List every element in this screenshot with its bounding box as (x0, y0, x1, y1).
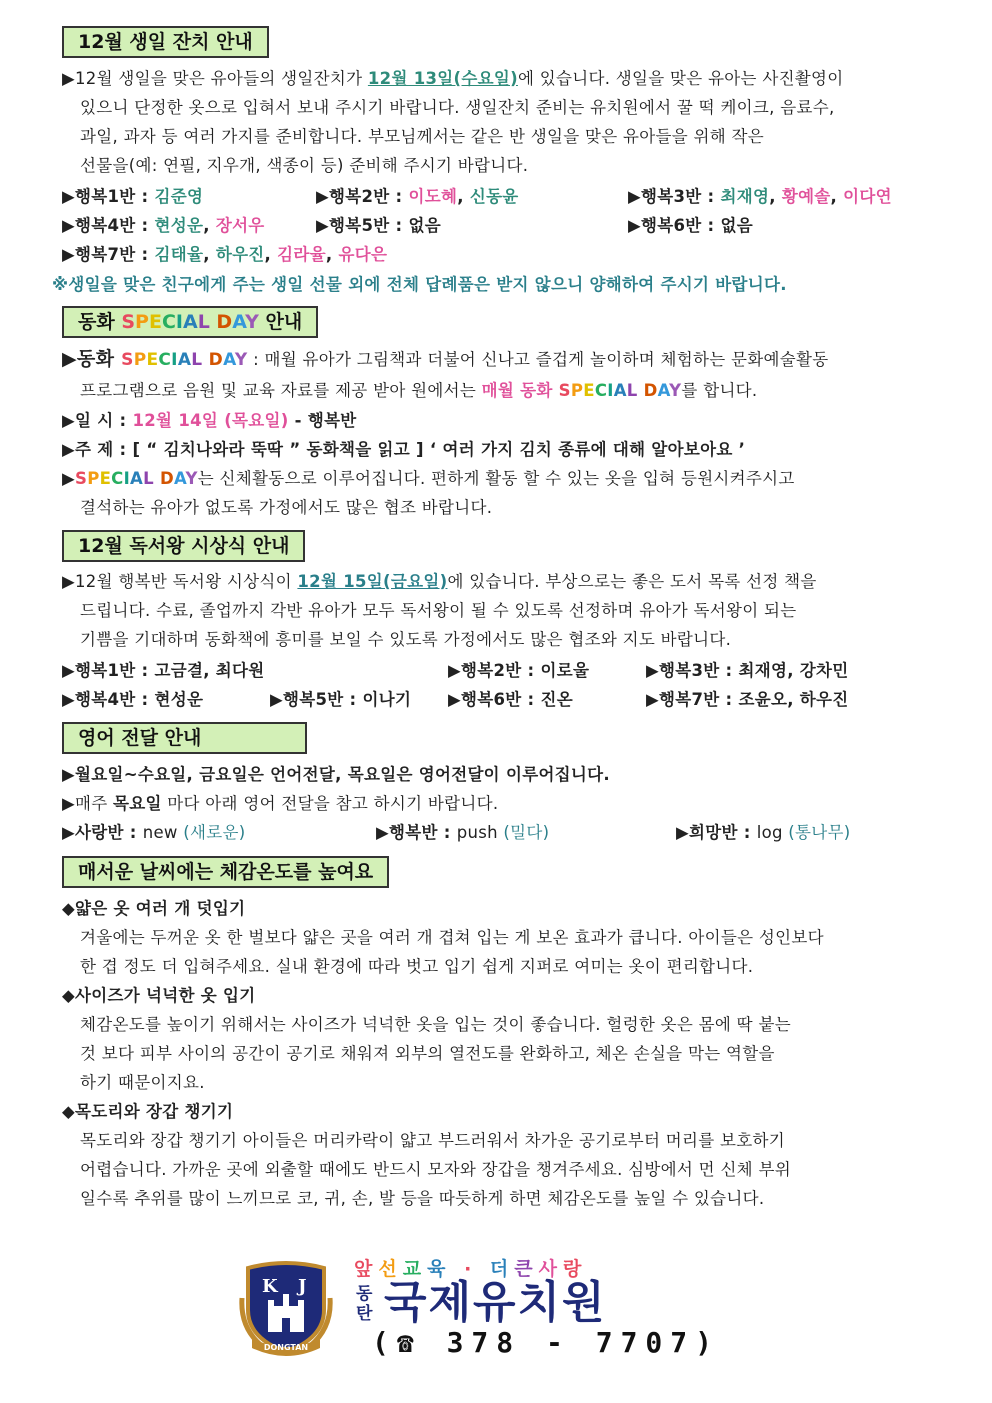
title-text: 안내 (258, 311, 303, 333)
reading-winner: ▶행복5반 : 이나기 (270, 690, 412, 709)
weather-tip-head: ◆얇은 옷 여러 개 덧입기 (62, 899, 246, 918)
birthday-text: 에 있습니다. 생일을 맞은 유아는 사진촬영이 (517, 69, 844, 88)
special-day-letter: L (143, 469, 154, 488)
logo-letters: K (262, 1276, 278, 1297)
child-name: 하우진 (215, 245, 265, 264)
slogan-letter: 앞 (354, 1258, 379, 1280)
english-text: 마다 아래 영어 전달을 참고 하시기 바랍니다. (161, 794, 499, 813)
birthday-class-2: ▶행복2반 : 이도혜, 신동윤 (316, 187, 519, 206)
child-name: 유다은 (338, 245, 388, 264)
footer (0, 1250, 992, 1370)
special-day-letter: P (135, 311, 149, 333)
class-label: ▶행복6반 : (628, 216, 721, 235)
slogan-letter: 랑 (562, 1258, 588, 1280)
english-day: 목요일 (113, 794, 162, 813)
special-day-letter: D (208, 350, 224, 370)
weather-section-header (62, 856, 389, 888)
reading-paragraph-line: 기쁨을 기대하며 동화책에 흥미를 보일 수 있도록 가정에서도 많은 협조와 지도 바랍니다. (80, 630, 732, 649)
bullet-text: ▶ (62, 469, 75, 488)
child-name: 김준영 (154, 187, 204, 206)
english-word-item (376, 818, 549, 847)
special-text: 는 신체활동으로 이루어집니다. 편하게 활동 할 수 있는 옷을 입혀 등원시켜주시고 (197, 469, 795, 488)
english-word: new (142, 823, 178, 842)
child-name: 장서우 (215, 216, 265, 235)
special-day-letter: Y (245, 311, 259, 333)
weather-tip-line: 겨울에는 두꺼운 옷 한 벌보다 얇은 곳을 여러 개 겹쳐 입는 게 보온 효과가 큽니다. 아이들은 성인보다 (80, 928, 824, 947)
special-day-letter: I (607, 381, 614, 400)
slogan-letter: 사 (538, 1258, 563, 1280)
child-name: 신동윤 (469, 187, 519, 206)
birthday-text: ▶12월 생일을 맞은 유아들의 생일잔치가 (62, 69, 368, 88)
special-day-letter: P (133, 350, 147, 370)
topic-label: ▶주 제 : (62, 440, 133, 459)
special-day-letter: A (613, 381, 627, 400)
child-name: 없음 (408, 216, 441, 235)
english-text: ▶매주 (62, 794, 114, 813)
special-day-word (559, 381, 682, 400)
topic-value: [ “ 김치나와라 뚝딱 ” 동화책을 읽고 ] ‘ 여러 가지 김치 종류에 대해 알아보아요 ’ (132, 440, 746, 459)
child-name: 김태율 (154, 245, 204, 264)
reading-paragraph-line (62, 567, 817, 596)
birthday-class-5 (316, 211, 441, 240)
child-name: 이다연 (843, 187, 892, 206)
special-day-letter: D (160, 469, 174, 488)
special-day-letter: E (583, 381, 595, 400)
slogan-letter: 더 (489, 1258, 515, 1280)
reading-winner: ▶행복1반 : 고금결, 최다원 (62, 661, 265, 680)
special-day-letter: S (121, 350, 134, 370)
phone-number: (☎ 378 - 7707) (372, 1326, 721, 1359)
special-day-letter: A (657, 381, 670, 400)
birthday-class-7: ▶행복7반 : 김태율, 하우진, 김라율, 유다은 (62, 245, 388, 264)
class-label: ▶행복5반 : (316, 216, 409, 235)
child-name: 없음 (720, 216, 753, 235)
special-section-header (62, 306, 318, 338)
special-day-letter: Y (669, 381, 682, 400)
special-day-letter: L (626, 381, 638, 400)
special-day-letter: A (232, 311, 246, 333)
special-day-word (121, 350, 247, 370)
special-day-letter: C (594, 381, 608, 400)
birthday-paragraph-line: 선물을(예: 연필, 지우개, 색종이 등) 준비해 주시기 바랍니다. (80, 156, 529, 175)
word-meaning: (통나무) (782, 823, 851, 842)
birthday-class-4: ▶행복4반 : 현성운, 장서우 (62, 216, 265, 235)
title-text: 동화 (78, 311, 122, 333)
bullet-text: ▶ (62, 348, 77, 370)
english-word: push (456, 823, 498, 842)
english-word: log (756, 823, 783, 842)
slogan-letter: 선 (378, 1258, 403, 1280)
special-day-letter: S (558, 381, 571, 400)
child-name: 현성운 (154, 216, 204, 235)
weather-tip-line: 일수록 추위를 많이 느끼므로 코, 귀, 손, 발 등을 따듯하게 하면 체감온도를 높일 수 있습니다. (80, 1189, 765, 1208)
word-meaning: (밀다) (497, 823, 550, 842)
birthday-class-3: ▶행복3반 : 최재영, 황예솔, 이다연 (628, 187, 892, 206)
special-day-letter: A (182, 311, 198, 333)
child-name: 황예솔 (781, 187, 831, 206)
special-date-line (62, 406, 357, 435)
special-day-letter: E (146, 350, 159, 370)
birthday-note: ※생일을 맞은 친구에게 주는 생일 선물 외에 전체 답례품은 받지 않으니 양해하여 주시기 바랍니다. (52, 275, 787, 294)
reading-winner: ▶행복3반 : 최재영, 강차민 (646, 661, 849, 680)
special-text: 를 합니다. (681, 381, 758, 400)
reading-paragraph-line: 드립니다. 수료, 졸업까지 각반 유아가 모두 독서왕이 될 수 있도록 선정하며 유아가 독서왕이 되는 (80, 601, 797, 620)
special-day-letter: A (177, 350, 192, 370)
special-day-letter: D (643, 381, 658, 400)
english-section-title: 영어 전달 안내 (62, 722, 307, 754)
special-day-letter: C (111, 469, 124, 488)
child-name: 김라율 (277, 245, 326, 264)
class-label: ▶행복2반 : (316, 187, 409, 206)
special-section-title (62, 306, 318, 338)
slogan-letter: 큰 (514, 1258, 539, 1280)
weather-tip-line: 것 보다 피부 사이의 공간이 공기로 채워져 외부의 열전도를 완화하고, 체온 손실을 막는 역할을 (80, 1044, 775, 1063)
weather-tip-line: 어렵습니다. 가까운 곳에 외출할 때에도 반드시 모자와 장갑을 챙겨주세요. 심방에서 먼 신체 부위 (80, 1160, 791, 1179)
class-label: ▶행복3반 : (628, 187, 721, 206)
class-label: ▶행복4반 : (62, 216, 155, 235)
special-day-letter: P (570, 381, 584, 400)
special-day-letter: C (158, 350, 172, 370)
date-value: 12월 14일 (목요일) (132, 411, 289, 430)
reading-section-title: 12월 독서왕 시상식 안내 (62, 530, 305, 562)
slogan-letter: · (464, 1258, 478, 1280)
reading-winner: ▶행복6반 : 진온 (448, 690, 573, 709)
special-day-letter: I (123, 469, 131, 488)
reading-winner: ▶행복4반 : 현성운 (62, 690, 204, 709)
english-section-header (62, 722, 307, 754)
special-paragraph-line: 결석하는 유아가 없도록 가정에서도 많은 협조 바랍니다. (80, 498, 493, 517)
special-text: 프로그램으로 음원 및 교육 자료를 제공 받아 원에서는 (80, 381, 482, 400)
weather-tip-line: 하기 때문이지요. (80, 1073, 205, 1092)
special-day-letter: Y (185, 469, 198, 488)
birthday-paragraph-line: 과일, 과자 등 여러 가지를 준비합니다. 부모님께서는 같은 반 생일을 맞은 유아들을 위해 작은 (80, 127, 765, 146)
logo-ribbon-text: DONGTAN (263, 1343, 309, 1352)
weather-tip-head: ◆사이즈가 넉넉한 옷 입기 (62, 986, 256, 1005)
special-paragraph-line (62, 345, 829, 375)
english-paragraph-line: ▶월요일~수요일, 금요일은 언어전달, 목요일은 영어전달이 이루어집니다. (62, 765, 610, 784)
class-label: ▶희망반 : (676, 823, 757, 842)
weather-tip-line: 목도리와 장갑 챙기기 아이들은 머리카락이 얇고 부드러워서 차가운 공기로부터 머리를 보호하기 (80, 1131, 786, 1150)
date-tail: - 행복반 (288, 411, 357, 430)
birthday-section-header (62, 26, 269, 58)
special-paragraph-line (62, 464, 795, 493)
slogan-letter: 교 (402, 1258, 428, 1280)
special-day-letter: S (75, 469, 88, 488)
child-name: 최재영 (720, 187, 770, 206)
location-prefix: 동탄 (356, 1284, 373, 1324)
english-word-item (62, 818, 245, 847)
word-meaning: (새로운) (177, 823, 246, 842)
special-day-letter: P (87, 469, 100, 488)
reading-date: 12월 15일(금요일) (297, 572, 448, 591)
logo-letters: J (298, 1276, 307, 1297)
birthday-class-1 (62, 182, 203, 211)
birthday-date: 12월 13일(수요일) (367, 69, 518, 88)
weather-section-title: 매서운 날씨에는 체감온도를 높여요 (62, 856, 389, 888)
special-day-letter: S (121, 311, 136, 333)
special-day-letter: C (161, 311, 176, 333)
class-label: ▶행복7반 : (62, 245, 155, 264)
special-paragraph-line (80, 376, 757, 405)
special-highlight: 매월 동화 (481, 381, 559, 400)
special-text: 동화 (76, 348, 122, 370)
special-day-letter: I (175, 311, 183, 333)
special-day-letter: A (174, 469, 186, 488)
reading-text: ▶12월 행복반 독서왕 시상식이 (62, 572, 298, 591)
special-day-letter: I (171, 350, 178, 370)
class-label: ▶행복반 : (376, 823, 457, 842)
special-day-letter: A (130, 469, 144, 488)
slogan-letter: 육 (427, 1258, 452, 1280)
kindergarten-crest-logo (238, 1258, 334, 1358)
reading-winner: ▶행복2반 : 이로울 (448, 661, 590, 680)
special-day-letter: L (191, 350, 203, 370)
special-day-letter: E (99, 469, 112, 488)
weather-tip-head: ◆목도리와 장갑 챙기기 (62, 1102, 234, 1121)
special-day-letter: Y (234, 350, 248, 370)
special-day-letter: D (216, 311, 233, 333)
special-day-word (75, 469, 198, 488)
weather-tip-line: 체감온도를 높이기 위해서는 사이즈가 넉넉한 옷을 입는 것이 좋습니다. 헐렁한 옷은 몸에 딱 붙는 (80, 1015, 791, 1034)
reading-winner: ▶행복7반 : 조윤오, 하우진 (646, 690, 849, 709)
date-label: ▶일 시 : (62, 411, 133, 430)
class-label: ▶사랑반 : (62, 823, 143, 842)
special-day-word (121, 311, 259, 333)
special-text: : 매월 유아가 그림책과 더불어 신나고 즐겁게 놀이하며 체험하는 문화예술활동 (247, 350, 829, 369)
birthday-paragraph-line: 있으니 단정한 옷으로 입혀서 보내 주시기 바랍니다. 생일잔치 준비는 유치원에서 꿀 떡 케이크, 음료수, (80, 98, 835, 117)
special-day-letter: L (197, 311, 210, 333)
class-label: ▶행복1반 : (62, 187, 155, 206)
reading-section-header (62, 530, 305, 562)
special-topic-line (62, 435, 745, 464)
birthday-class-6 (628, 211, 753, 240)
reading-text: 에 있습니다. 부상으로는 좋은 도서 목록 선정 책을 (447, 572, 817, 591)
weather-tip-line: 한 겹 정도 더 입혀주세요. 실내 환경에 따라 벗고 입기 쉽게 지퍼로 여미는 옷이 편리합니다. (80, 957, 754, 976)
english-paragraph-line (62, 789, 498, 818)
special-day-letter: E (148, 311, 162, 333)
birthday-paragraph-line (62, 64, 844, 93)
child-name: 이도혜 (408, 187, 458, 206)
kindergarten-name: 국제유치원 (384, 1277, 607, 1328)
english-word-item (676, 818, 851, 847)
special-day-letter: A (223, 350, 235, 370)
birthday-section-title: 12월 생일 잔치 안내 (62, 26, 269, 58)
